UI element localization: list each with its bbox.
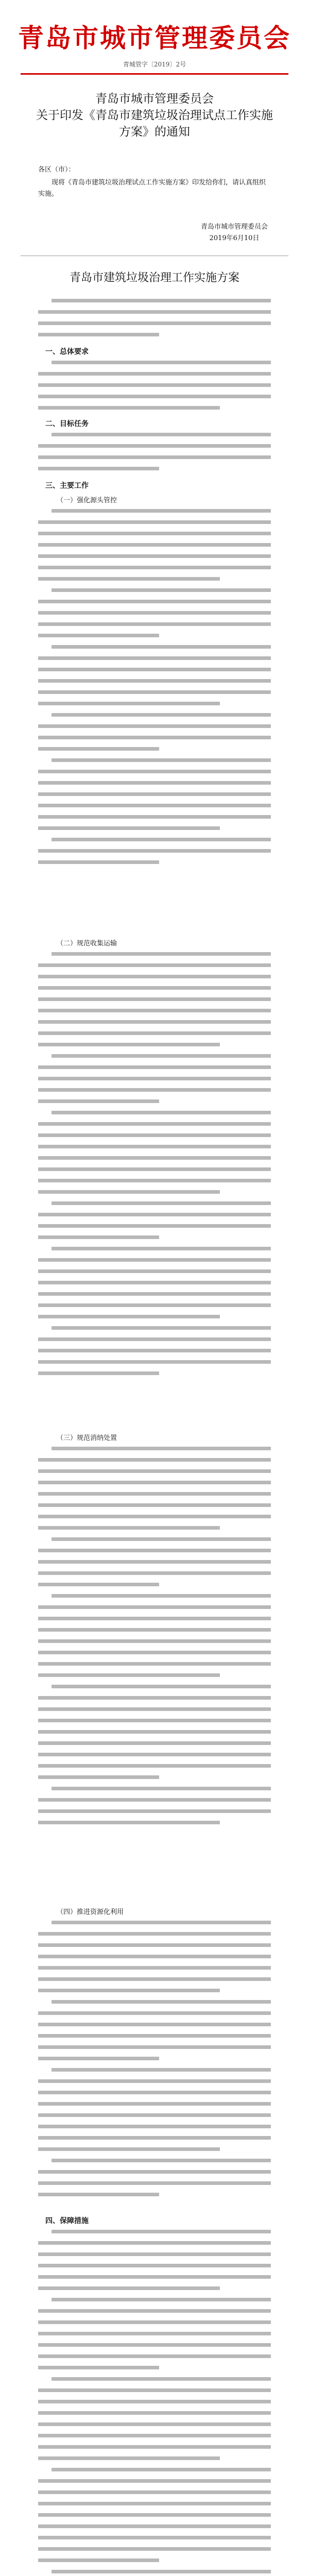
section2-lines xyxy=(38,433,271,478)
section4-lines xyxy=(38,2230,271,2576)
notice-title xyxy=(0,91,309,140)
sub1-lines xyxy=(38,509,271,872)
notice-title-line1: 青岛市城市管理委员会 xyxy=(95,92,214,106)
notice-paragraph: 现将《青岛市建筑垃圾治理试点工作实施方案》印发给你们，请认真组织实施。 xyxy=(38,179,266,198)
sub3-lines xyxy=(38,1447,271,1832)
subsection-source-control: （一）强化源头管控 xyxy=(57,497,117,504)
intro-lines xyxy=(38,299,271,344)
signer: 青岛市城市管理委员会 xyxy=(200,223,268,231)
section-overall-requirements: 一、总体要求 xyxy=(45,348,89,356)
subsection-resource-utilization: （四）推进资源化利用 xyxy=(57,1908,124,1916)
section-goals: 二、目标任务 xyxy=(45,420,89,428)
sign-date: 2019年6月10日 xyxy=(209,234,260,242)
subsection-collection-transport: （二）规范收集运输 xyxy=(57,940,117,947)
sub2-lines xyxy=(38,952,271,1383)
salutation: 各区（市）： xyxy=(38,166,75,174)
sub4-lines xyxy=(38,1921,271,2204)
notice-title-line2: 关于印发《青岛市建筑垃圾治理试点工作实施 xyxy=(36,109,273,122)
red-rule xyxy=(21,73,288,75)
section1-lines xyxy=(38,361,271,417)
notice-title-line3: 方案》的通知 xyxy=(119,125,190,139)
agency-title: 青岛市城市管理委员会 xyxy=(18,23,291,53)
plan-title: 青岛市建筑垃圾治理工作实施方案 xyxy=(69,272,239,284)
subsection-disposal: （三）规范消纳处置 xyxy=(57,1434,117,1442)
signature-block xyxy=(191,222,278,244)
section-safeguards: 四、保障措施 xyxy=(45,2217,89,2225)
doc-number: 青城管字〔2019〕2号 xyxy=(123,61,186,68)
section-main-work: 三、主要工作 xyxy=(45,482,89,490)
